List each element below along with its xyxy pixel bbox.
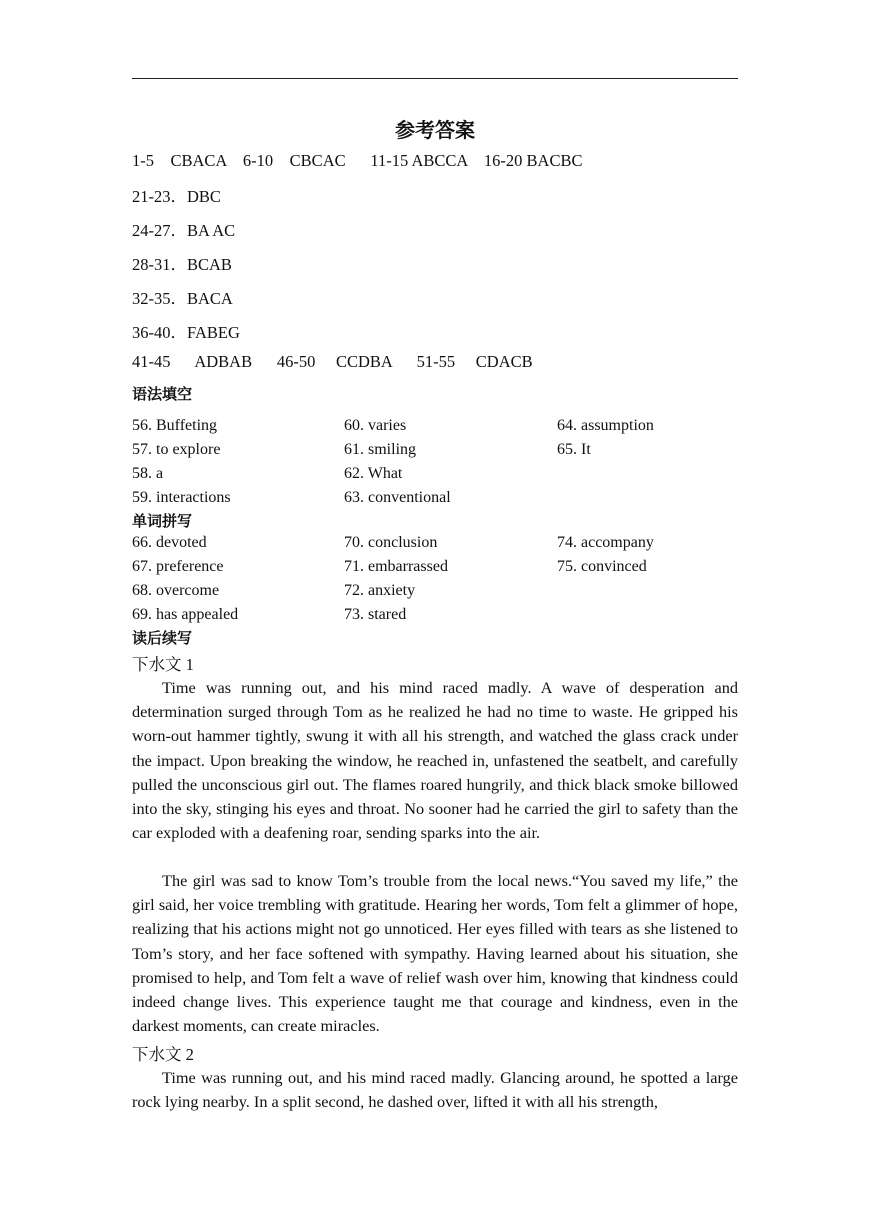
grammar-answer: 61. smiling bbox=[344, 441, 417, 458]
grammar-answer: 63. conventional bbox=[344, 489, 451, 506]
sample-essay-1-paragraph-2: The girl was sad to know Tom’s trouble from the local news.“You saved my life,” the girl said, her voice trembling with gratitude. Hearing her words, Tom felt a glimmer of hope, realizing that his actions might not go unnoticed. Her eyes filled with tears as she listened to Tom’s story, and her face softened with sympathy. Having learned about his situation, she promised to help, and Tom felt a wave of relief wash over him, knowing that kindness could indeed change lives. This experience taught me that courage and kindness, even in the darkest moments, can create miracles. bbox=[132, 871, 738, 1036]
spelling-answer: 75. convinced bbox=[557, 558, 647, 575]
sample-essay-1-paragraph-1: Time was running out, and his mind raced madly. A wave of desperation and determination surged through Tom as he realized he had no time to waste. He gripped his worn-out hammer tightly, swung it with all his strength, and watched the glass crack under the impact. Upon breaking the window, he reached in, unfastened the seatbelt, and carefully pulled the unconscious girl out. The flames roared hungrily, and thick black smoke billowed into the sky, stinging his eyes and throat. No sooner had he carried the girl to safety than the car exploded with a deafening roar, sending sparks into the air. bbox=[132, 678, 738, 843]
grammar-answer: 57. to explore bbox=[132, 441, 221, 458]
grammar-answer: 65. It bbox=[557, 441, 591, 458]
spelling-answer: 70. conclusion bbox=[344, 534, 438, 551]
grammar-answer: 56. Buffeting bbox=[132, 417, 218, 434]
answer-line: 28-31．BCAB bbox=[132, 255, 232, 274]
spelling-answer: 69. has appealed bbox=[132, 606, 239, 623]
grammar-answer: 62. What bbox=[344, 465, 403, 482]
grammar-answer: 64. assumption bbox=[557, 417, 654, 434]
grammar-answer: 60. varies bbox=[344, 417, 407, 434]
top-rule bbox=[132, 78, 738, 79]
grammar-answer: 58. a bbox=[132, 465, 164, 482]
sample-essay-1-label: 下水文 1 bbox=[132, 655, 194, 674]
spelling-answer: 71. embarrassed bbox=[344, 558, 448, 575]
answer-line: 24-27．BA AC bbox=[132, 221, 236, 240]
continuation-heading: 读后续写 bbox=[132, 629, 193, 647]
sample-essay-2-paragraph-1: Time was running out, and his mind raced madly. Glancing around, he spotted a large rock lying nearby. In a split second, he dashed over, lifted it with all his strength, bbox=[132, 1068, 738, 1112]
spelling-answer: 68. overcome bbox=[132, 582, 220, 599]
spelling-answer: 66. devoted bbox=[132, 534, 207, 551]
answer-line: 32-35．BACA bbox=[132, 289, 233, 308]
spelling-answer: 72. anxiety bbox=[344, 582, 416, 599]
grammar-answer: 59. interactions bbox=[132, 489, 231, 506]
page-title: 参考答案 bbox=[395, 118, 475, 142]
answer-line: 36-40．FABEG bbox=[132, 323, 240, 342]
spelling-answer: 73. stared bbox=[344, 606, 407, 623]
answer-line: 21-23．DBC bbox=[132, 187, 221, 206]
spelling-answer: 67. preference bbox=[132, 558, 224, 575]
spelling-answer: 74. accompany bbox=[557, 534, 654, 551]
answer-line: 1-5 CBACA 6-10 CBCAC 11-15 ABCCA 16-20 BACBC bbox=[132, 151, 583, 170]
spelling-heading: 单词拼写 bbox=[132, 512, 193, 530]
grammar-heading: 语法填空 bbox=[132, 385, 193, 403]
sample-essay-2-label: 下水文 2 bbox=[132, 1045, 194, 1064]
answer-line: 41-45 ADBAB 46-50 CCDBA 51-55 CDACB bbox=[132, 352, 533, 371]
